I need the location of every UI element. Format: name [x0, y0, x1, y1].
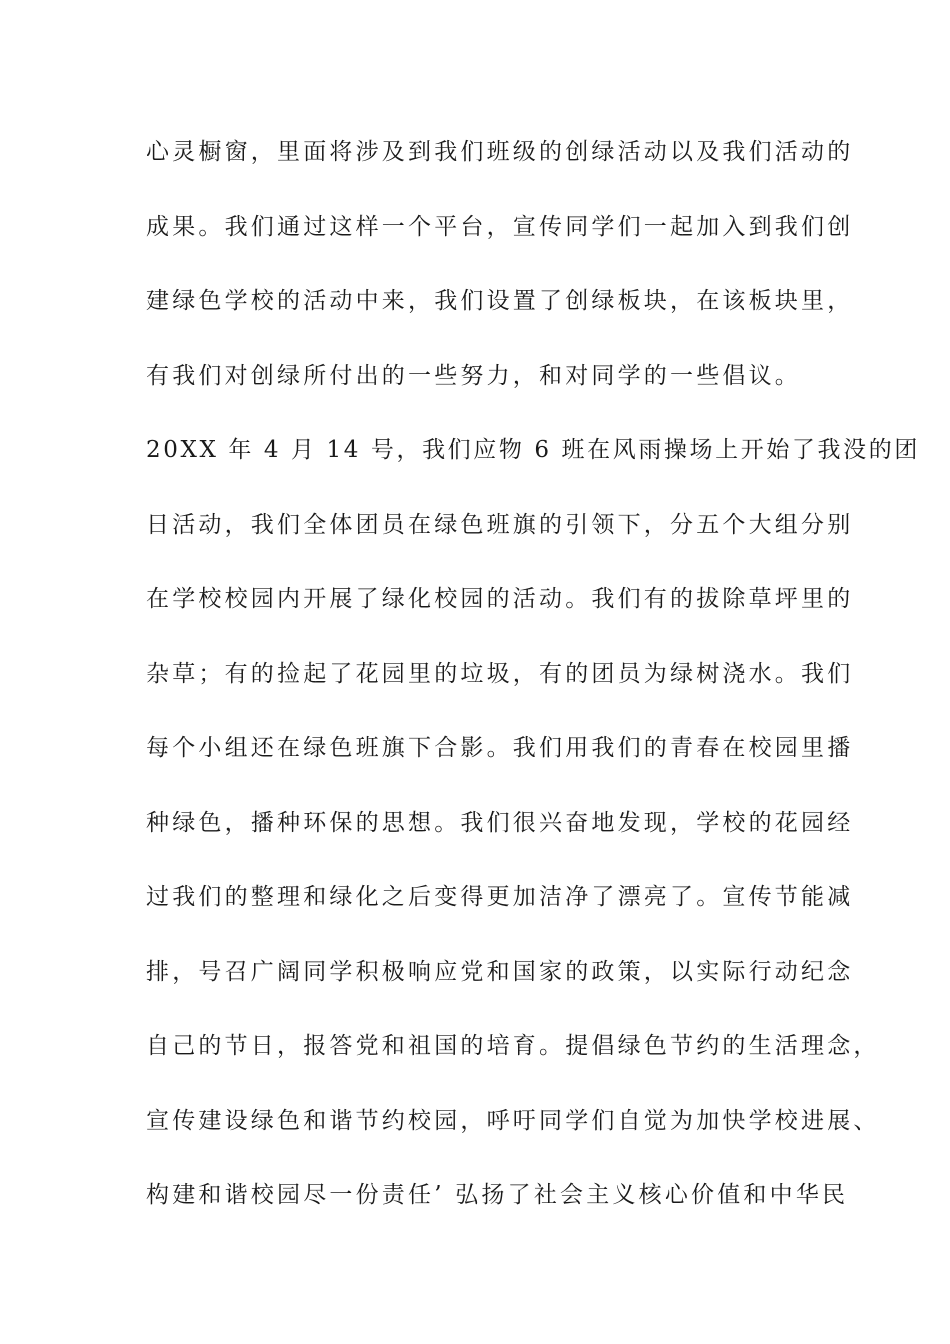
body-text	[146, 128, 920, 1246]
text-line: 心灵橱窗，里面将涉及到我们班级的创绿活动以及我们活动的	[146, 139, 854, 165]
text-line: 每个小组还在绿色班旗下合影。我们用我们的青春在校园里播	[146, 735, 854, 761]
text-line: 杂草；有的捡起了花园里的垃圾，有的团员为绿树浇水。我们	[146, 660, 854, 687]
text-line: 种绿色，播种环保的思想。我们很兴奋地发现，学校的花园经	[146, 809, 854, 836]
text-line: 建绿色学校的活动中来，我们设置了创绿板块，在该板块里，	[146, 288, 854, 314]
text-line: 自己的节日，报答党和祖国的培育。提倡绿色节约的生活理念，	[146, 1033, 880, 1059]
text-line: 排，号召广阔同学积极响应党和国家的政策，以实际行动纪念	[146, 958, 854, 985]
text-line: 日活动，我们全体团员在绿色班旗的引领下，分五个大组分别	[146, 511, 854, 538]
text-line: 成果。我们通过这样一个平台，宣传同学们一起加入到我们创	[146, 213, 854, 240]
text-line: 在学校校园内开展了绿化校园的活动。我们有的拔除草坪里的	[146, 586, 854, 612]
text-line: 构建和谐校园尽一份责任’ 弘扬了社会主义核心价值和中华民	[146, 1182, 849, 1208]
text-line: 过我们的整理和绿化之后变得更加洁净了漂亮了。宣传节能减	[146, 884, 854, 910]
text-line: 20XX 年 4 月 14 号，我们应物 6 班在风雨操场上开始了我没的团	[146, 437, 920, 463]
text-line: 有我们对创绿所付出的一些努力，和对同学的一些倡议。	[146, 362, 801, 389]
text-line: 宣传建设绿色和谐节约校园，呼吁同学们自觉为加快学校进展、	[146, 1107, 880, 1134]
